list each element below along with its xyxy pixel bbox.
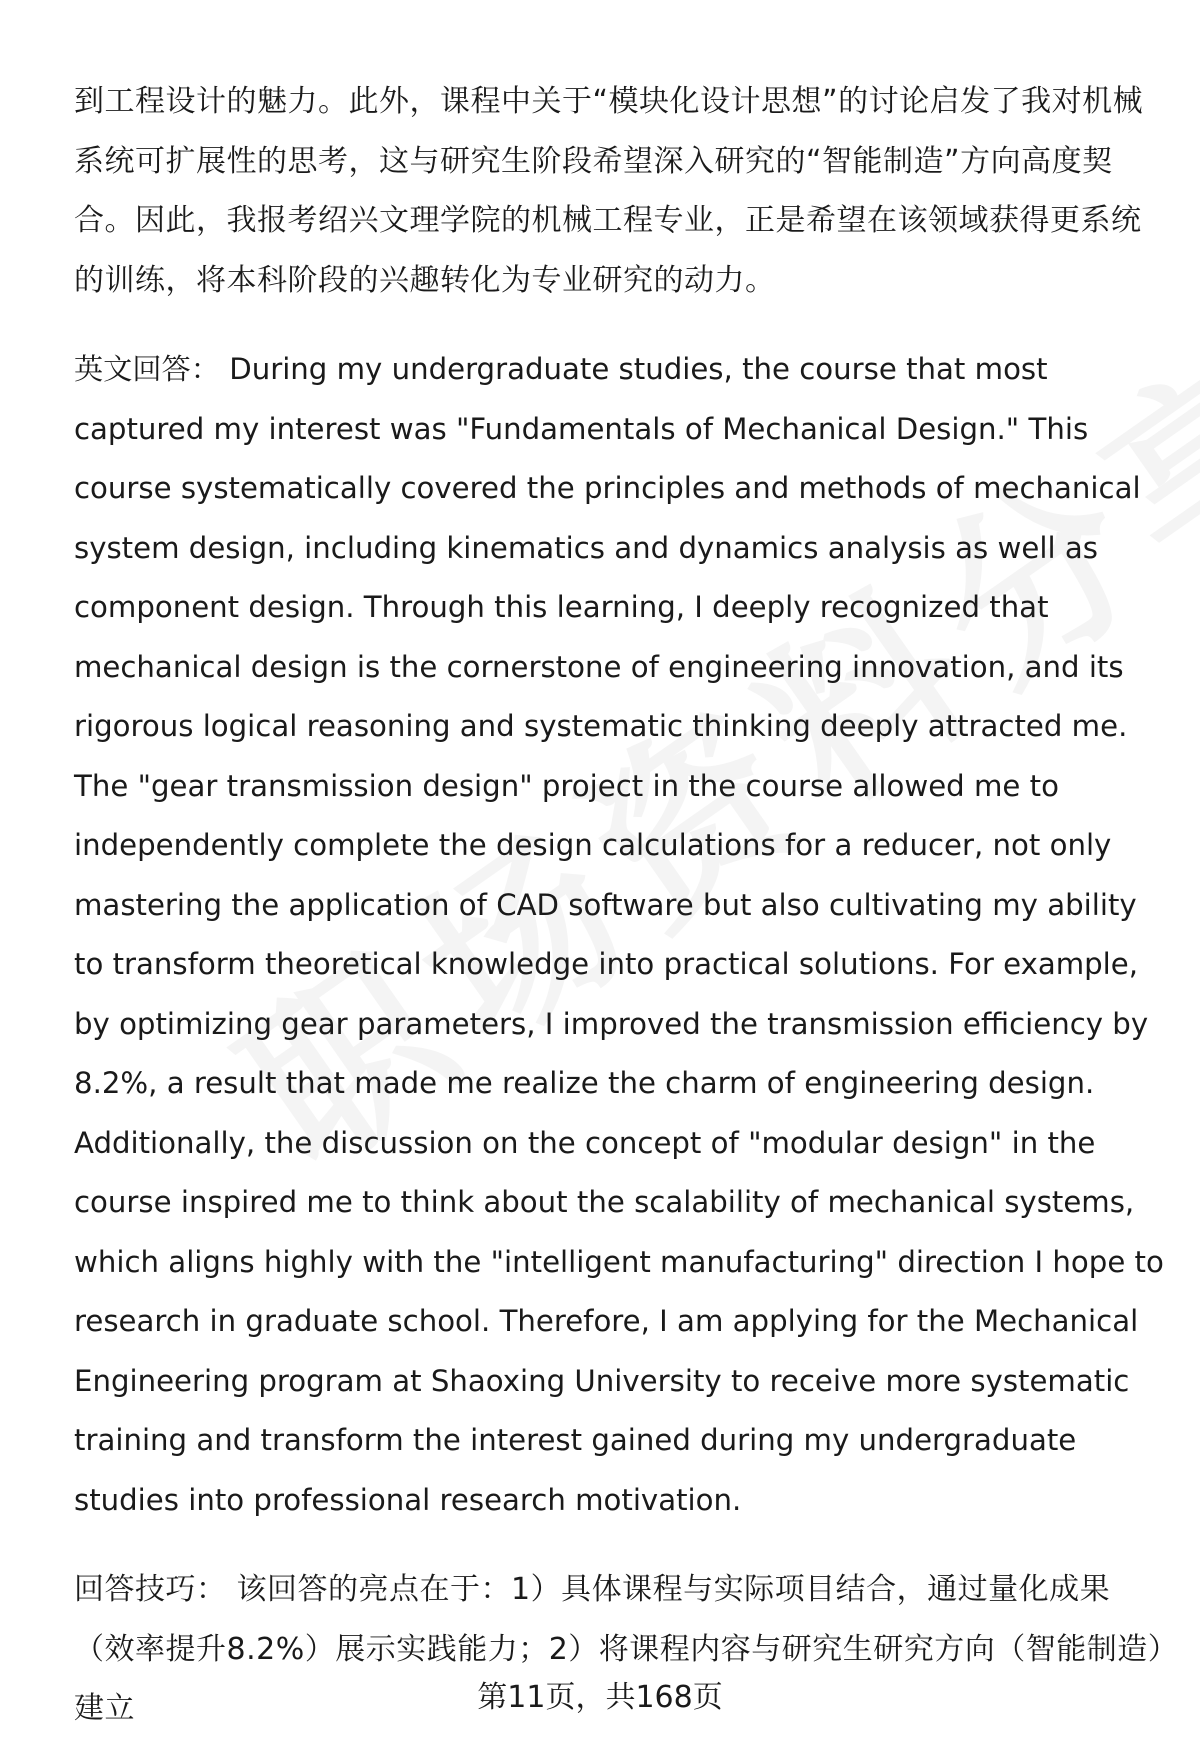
paragraph-gap: [74, 310, 1164, 340]
answer-tips-text: 该回答的亮点在于：1）具体课程与实际项目结合，通过量化成果（效率提升8.2%）展示实践能力；2）将课程内容与研究生研究方向（智能制造）建立: [74, 1572, 1164, 1726]
answer-tips-label: 回答技巧：: [74, 1572, 227, 1607]
english-answer-text: During my undergraduate studies, the course that most captured my interest was "Fundamentals of Mechanical Design." This course systematically covered the principles and methods of mechanical system design, including kinematics and dynamics analysis as well as component design. Through this learning, I deeply recognized that mechanical design is the cornerstone of engineering innovation, and its rigorous logical reasoning and systematic thinking deeply attracted me. The "gear transmission design" project in the course allowed me to independently complete the design calculations for a reducer, not only mastering the application of CAD software but also cultivating my ability to transform theoretical knowledge into practical solutions. For example, by optimizing gear parameters, I improved the transmission efficiency by 8.2%, a result that made me realize the charm of engineering design. Additionally, the discussion on the concept of "modular design" in the course inspired me to think about the scalability of mechanical systems, which aligns highly with the "intelligent manufacturing" direction I hope to research in graduate school. Therefore, I am applying for the Mechanical Engineering program at Shaoxing University to receive more systematic training and transform the interest gained during my undergraduate studies into professional research motivation.: [74, 352, 1164, 1517]
page-content: [74, 72, 1164, 1739]
page-number-footer: 第11页，共168页: [477, 1680, 723, 1715]
english-answer-paragraph: [74, 340, 1164, 1530]
chinese-answer-continuation: 到工程设计的魅力。此外，课程中关于“模块化设计思想”的讨论启发了我对机械系统可扩展性的思考，这与研究生阶段希望深入研究的“智能制造”方向高度契合。因此，我报考绍兴文理学院的机械工程专业，正是希望在该领域获得更系统的训练，将本科阶段的兴趣转化为专业研究的动力。: [74, 84, 1144, 298]
english-answer-label: 英文回答：: [74, 352, 220, 386]
paragraph-gap: [74, 1530, 1164, 1560]
